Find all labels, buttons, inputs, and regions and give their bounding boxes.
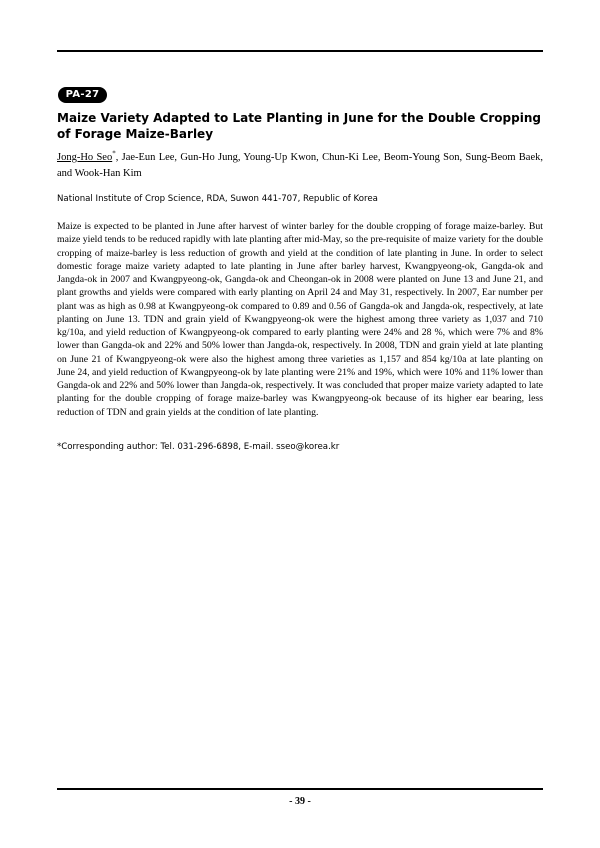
corresponding-mark: * bbox=[112, 149, 116, 158]
top-rule bbox=[57, 50, 543, 52]
paper-title: Maize Variety Adapted to Late Planting in June for the Double Cropping of Forage Maize-Barley bbox=[57, 111, 541, 141]
page-number: - 39 - bbox=[289, 796, 311, 807]
author-list bbox=[57, 150, 543, 182]
corresponding-author: Jong-Ho Seo bbox=[57, 152, 113, 163]
poster-id-badge: PA-27 bbox=[58, 87, 107, 103]
co-authors: , Jae-Eun Lee, Gun-Ho Jung, Young-Up Kwon, Chun-Ki Lee, Beom-Young Son, Sung-Beom Baek, and Wook-Han Kim bbox=[57, 152, 543, 179]
abstract-body: Maize is expected to be planted in June after harvest of winter barley for the double cropping of forage maize-barley. But maize yield tends to be reduced rapidly with late planting after mid-May, so the pre-requisite of maize variety for the double cropping of maize-barley is less reduction of growth and yield at the condition of late planting in June. In order to select domestic forage maize variety adapted to late planting in June after barley harvest, Kwangpyeong-ok, Gangda-ok and Jangda-ok in 2007 and Kwangpyeong-ok, Gangda-ok and Cheongan-ok in 2008 were planted on June 13 and June 21, and plant growths and yields were compared with early planting on April 24 and May 31, respectively. In 2007, Ear number per plant was as high as 0.98 at Kwangpyeong-ok compared to 0.89 and 0.56 of Gangda-ok and Jangda-ok, respectively, at late planting on June 13. TDN and grain yield of Kwangpyeong-ok were the highest among three variety as 1,037 and 710 kg/10a, and yield reduction of Kwangpyeong-ok compared to early planting were 24% and 28 %, which were 7% and 8% lower than Gangda-ok and 22% and 50% lower than Jangda-ok, respectively. In 2008, TDN and grain yield at late planting on June 21 of Kwangpyeong-ok were also the highest among three varieties as 1,157 and 854 kg/10a at late planting on June 24, and yield reduction of Kwangpyeong-ok by late planting were 21% and 19%, which were 10% and 11% lower than Gangda-ok and 22% and 50% lower than Jangda-ok, respectively. It was concluded that proper maize variety adapted to late planting for the double cropping of forage maize-barley was Kwangpyeong-ok because of its higher ear bearing, less reduction of TDN and grain yields at the condition of late planting. bbox=[57, 221, 543, 418]
corresponding-author-footnote: *Corresponding author: Tel. 031-296-6898, E-mail. sseo@korea.kr bbox=[57, 442, 340, 452]
bottom-rule bbox=[57, 788, 543, 790]
affiliation: National Institute of Crop Science, RDA, Suwon 441-707, Republic of Korea bbox=[57, 194, 378, 204]
